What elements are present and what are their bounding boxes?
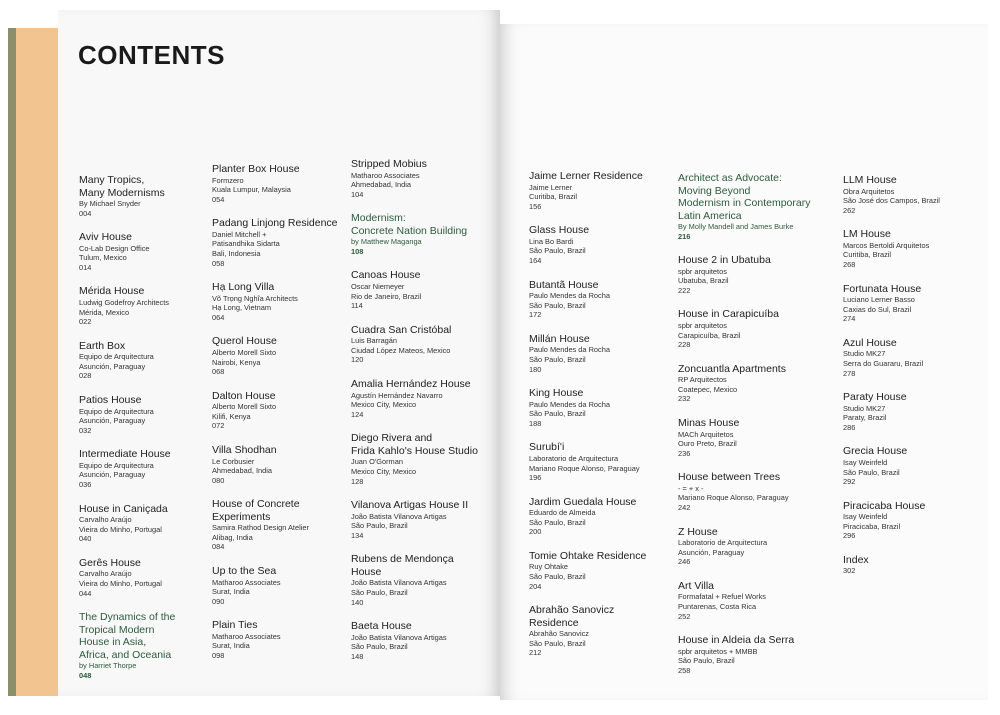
entry-title: Residence: [529, 616, 579, 629]
entry-page-number: 278: [843, 368, 856, 378]
entry-title: Canoas House: [351, 269, 421, 282]
entry-subtitle: Curitiba, Brazil: [843, 250, 892, 260]
toc-entry: [212, 498, 342, 552]
entry-page-number: 172: [529, 310, 542, 320]
toc-entry: [843, 337, 978, 378]
entry-subtitle: São Paulo, Brazil: [351, 587, 408, 597]
entry-title: Baeta House: [351, 620, 412, 633]
toc-entry: [351, 620, 486, 661]
entry-subtitle: Studio MK27: [843, 349, 886, 359]
entry-page-number: 104: [351, 189, 364, 199]
toc-entry: [843, 500, 978, 541]
toc-entry: [351, 432, 486, 486]
toc-entry: [79, 231, 204, 272]
entry-title: Aviv House: [79, 231, 132, 244]
entry-subtitle: Paulo Mendes da Rocha: [529, 291, 610, 301]
toc-entry: [351, 158, 486, 199]
entry-subtitle: Paulo Mendes da Rocha: [529, 399, 610, 409]
entry-subtitle: Le Corbusier: [212, 456, 255, 466]
toc-column-5: [678, 172, 833, 688]
entry-page-number: 064: [212, 312, 225, 322]
entry-subtitle: Võ Trọng Nghĩa Architects: [212, 293, 298, 303]
entry-title: Glass House: [529, 224, 590, 237]
entry-page-number: 114: [351, 301, 363, 311]
entry-page-number: 242: [678, 503, 691, 512]
entry-subtitle: Alberto Morell Sixto: [212, 347, 277, 357]
entry-page-number: 212: [529, 648, 542, 658]
entry-subtitle: Jaime Lerner: [529, 182, 573, 192]
entry-subtitle: MACh Arquitetos: [678, 429, 734, 439]
entry-subtitle: Nairobi, Kenya: [212, 357, 261, 367]
entry-page-number: 028: [79, 371, 92, 381]
entry-subtitle: Carvalho Araújo: [79, 515, 132, 525]
entry-title: Many Modernisms: [79, 186, 165, 199]
entry-title: Zoncuantla Apartments: [678, 362, 786, 375]
entry-page-number: 222: [678, 285, 691, 295]
entry-subtitle: São Paulo, Brazil: [843, 467, 900, 477]
entry-title: Diego Rivera and: [351, 432, 433, 445]
entry-title: Amalia Hernández House: [351, 378, 471, 391]
entry-page-number: 032: [79, 425, 92, 435]
entry-subtitle: Mexico City, Mexico: [351, 466, 417, 476]
entry-subtitle: Asunción, Paraguay: [678, 547, 745, 557]
entry-title: Africa, and Oceania: [79, 648, 172, 661]
entry-subtitle: João Batista Vilanova Artigas: [351, 511, 447, 521]
toc-entry: [843, 391, 978, 432]
toc-entry: [212, 390, 342, 431]
entry-subtitle: São Paulo, Brazil: [529, 572, 586, 582]
toc-entry: [212, 444, 342, 485]
entry-title: Vilanova Artigas House II: [351, 499, 469, 512]
toc-entry: [843, 445, 978, 486]
entry-page-number: 120: [351, 355, 364, 365]
entry-subtitle: São Paulo, Brazil: [678, 656, 735, 666]
entry-title: Tropical Modern: [79, 623, 155, 636]
entry-page-number: 014: [79, 262, 92, 272]
entry-title: Millán House: [529, 332, 590, 345]
entry-subtitle: Kuala Lumpur, Malaysia: [212, 185, 291, 195]
entry-subtitle: Ciudad López Mateos, Mexico: [351, 345, 451, 355]
toc-entry: [529, 387, 669, 428]
entry-page-number: 204: [529, 581, 542, 591]
entry-subtitle: spbr arquitetos: [678, 320, 727, 330]
entry-page-number: 098: [212, 651, 225, 661]
entry-page-number: 188: [529, 418, 542, 428]
entry-subtitle: Obra Arquitetos: [843, 186, 895, 196]
entry-page-number: 246: [678, 557, 691, 567]
toc-entry: [529, 496, 669, 537]
entry-page-number: 302: [843, 566, 856, 576]
entry-title: LLM House: [843, 174, 897, 186]
entry-title: Experiments: [212, 510, 271, 523]
toc-entry: [212, 163, 342, 204]
entry-page-number: 090: [212, 596, 225, 606]
toc-column-1: [79, 174, 204, 693]
entry-title: King House: [529, 387, 584, 400]
entry-page-number: 252: [678, 611, 691, 621]
entry-subtitle: - = + x -: [678, 483, 704, 493]
entry-subtitle: Matharoo Associates: [351, 170, 420, 180]
entry-subtitle: Eduardo de Almeida: [529, 508, 596, 518]
entry-page-number: 058: [212, 258, 225, 268]
entry-title: Earth Box: [79, 339, 126, 352]
entry-subtitle: Lina Bo Bardi: [529, 236, 574, 246]
toc-column-3: [351, 158, 486, 674]
entry-title: LM House: [843, 228, 891, 241]
entry-subtitle: Tulum, Mexico: [79, 253, 127, 263]
page-title: CONTENTS: [78, 40, 225, 70]
entry-subtitle: Coatepec, Mexico: [678, 384, 738, 394]
entry-subtitle: Abrahão Sanovicz: [529, 629, 589, 639]
toc-entry: [351, 378, 486, 419]
book-cover-edge: [16, 28, 64, 696]
entry-subtitle: Asunción, Paraguay: [79, 361, 146, 371]
entry-page-number: 200: [529, 527, 542, 537]
entry-subtitle: Paraty, Brazil: [843, 413, 887, 423]
toc-entry: [678, 254, 833, 295]
toc-column-2: [212, 163, 342, 674]
toc-entry: [79, 394, 204, 435]
entry-page-number: 048: [79, 670, 92, 680]
toc-entry: [529, 224, 669, 265]
toc-entry: [843, 554, 978, 576]
entry-subtitle: Kilifi, Kenya: [212, 411, 251, 421]
entry-title: House in Caniçada: [79, 502, 168, 515]
entry-title: Paraty House: [843, 391, 907, 404]
toc-entry: [79, 503, 204, 544]
toc-entry: [212, 565, 342, 606]
toc-entry: [351, 499, 486, 540]
entry-title: The Dynamics of the: [79, 611, 176, 624]
entry-subtitle: Piracicaba, Brazil: [843, 521, 901, 531]
entry-title: House of Concrete: [212, 498, 300, 511]
entry-page-number: 196: [529, 473, 542, 483]
entry-subtitle: Isay Weinfeld: [843, 512, 888, 522]
entry-subtitle: Ouro Preto, Brazil: [678, 439, 737, 449]
entry-title: Art Villa: [678, 579, 714, 592]
entry-title: Z House: [678, 525, 718, 538]
entry-subtitle: Vieira do Minho, Portugal: [79, 578, 162, 588]
entry-title: Hạ Long Villa: [212, 281, 275, 294]
entry-title: Fortunata House: [843, 282, 922, 295]
entry-page-number: 296: [843, 531, 856, 541]
entry-title: Rubens de Mendonça: [351, 553, 454, 566]
entry-subtitle: Matharoo Associates: [212, 631, 281, 641]
entry-subtitle: Mexico City, Mexico: [351, 400, 417, 410]
entry-title: Padang Linjong Residence: [212, 217, 338, 230]
entry-title: Planter Box House: [212, 163, 300, 175]
entry-title: Patios House: [79, 394, 142, 407]
toc-entry: [351, 553, 486, 607]
entry-title: Piracicaba House: [843, 499, 926, 512]
entry-page-number: 022: [79, 317, 92, 327]
entry-page-number: 128: [351, 476, 364, 486]
entry-title: Butantã House: [529, 278, 599, 291]
toc-entry: [212, 281, 342, 322]
entry-subtitle: Juan O'Gorman: [351, 457, 403, 467]
entry-page-number: 262: [843, 205, 856, 215]
toc-column-6: [843, 174, 978, 589]
entry-subtitle: Ahmedabad, India: [212, 466, 272, 476]
entry-subtitle: Studio MK27: [843, 403, 886, 413]
entry-page-number: 164: [529, 255, 542, 265]
entry-subtitle: Ubatuba, Brazil: [678, 276, 729, 286]
entry-subtitle: by Harriet Thorpe: [79, 661, 137, 671]
toc-entry: [843, 228, 978, 269]
entry-title: Index: [843, 553, 869, 566]
entry-subtitle: Luis Barragán: [351, 336, 398, 346]
entry-page-number: 274: [843, 314, 856, 324]
entry-page-number: 054: [212, 194, 225, 204]
entry-subtitle: João Batista Vilanova Artigas: [351, 578, 447, 588]
entry-subtitle: Paulo Mendes da Rocha: [529, 345, 610, 355]
entry-subtitle: Formafatal + Refuel Works: [678, 592, 766, 602]
toc-entry: [212, 335, 342, 376]
entry-page-number: 232: [678, 394, 691, 404]
entry-page-number: 044: [79, 588, 92, 598]
entry-subtitle: By Michael Snyder: [79, 199, 141, 208]
entry-title: Many Tropics,: [79, 174, 145, 186]
toc-entry: [79, 340, 204, 381]
entry-subtitle: São José dos Campos, Brazil: [843, 196, 940, 206]
toc-entry: [529, 441, 669, 482]
entry-page-number: 134: [351, 530, 364, 540]
entry-subtitle: São Paulo, Brazil: [529, 409, 586, 419]
entry-subtitle: Luciano Lerner Basso: [843, 295, 915, 305]
entry-page-number: 180: [529, 364, 542, 374]
entry-page-number: 004: [79, 208, 92, 218]
toc-essay-entry: [351, 212, 486, 256]
toc-entry: [212, 217, 342, 268]
entry-title: Querol House: [212, 335, 277, 348]
entry-subtitle: Mariano Roque Alonso, Paraguay: [678, 493, 789, 503]
entry-title: Frida Kahlo's House Studio: [351, 444, 478, 457]
entry-title: Architect as Advocate:: [678, 172, 782, 184]
entry-subtitle: Puntarenas, Costa Rica: [678, 601, 757, 611]
entry-subtitle: São Paulo, Brazil: [529, 300, 586, 310]
entry-subtitle: by Matthew Maganga: [351, 237, 422, 247]
entry-title: House in Carapicuíba: [678, 308, 779, 321]
entry-subtitle: Marcos Bertoldi Arquitetos: [843, 240, 930, 250]
entry-subtitle: Samira Rathod Design Atelier: [212, 523, 309, 533]
entry-subtitle: Daniel Mitchell +: [212, 229, 267, 239]
toc-entry: [678, 580, 833, 621]
entry-subtitle: São Paulo, Brazil: [529, 354, 586, 364]
toc-entry: [79, 174, 204, 218]
entry-subtitle: Bali, Indonesia: [212, 248, 261, 258]
entry-page-number: 124: [351, 409, 364, 419]
toc-entry: [79, 557, 204, 598]
entry-subtitle: Surat, India: [212, 587, 250, 597]
entry-page-number: 156: [529, 201, 542, 211]
entry-subtitle: Curitiba, Brazil: [529, 192, 578, 202]
entry-title: Modernism:: [351, 212, 406, 225]
entry-page-number: 216: [678, 231, 691, 241]
entry-page-number: 068: [212, 367, 225, 377]
entry-title: Surubí'i: [529, 441, 565, 454]
entry-page-number: 140: [351, 597, 364, 607]
entry-subtitle: Oscar Niemeyer: [351, 281, 405, 291]
entry-subtitle: Ahmedabad, India: [351, 180, 411, 190]
toc-entry: [678, 417, 833, 458]
entry-page-number: 072: [212, 421, 225, 431]
toc-entry: [678, 363, 833, 404]
toc-entry: [351, 324, 486, 365]
entry-page-number: 108: [351, 246, 364, 256]
entry-title: House between Trees: [678, 471, 781, 484]
entry-subtitle: São Paulo, Brazil: [351, 642, 408, 652]
entry-page-number: 148: [351, 651, 364, 661]
entry-subtitle: RP Arquitectos: [678, 375, 727, 385]
entry-subtitle: Alibag, India: [212, 532, 253, 542]
entry-title: Modernism in Contemporary: [678, 197, 811, 209]
entry-subtitle: Asunción, Paraguay: [79, 416, 146, 426]
entry-subtitle: Asunción, Paraguay: [79, 470, 146, 480]
entry-subtitle: spbr arquitetos + MMBB: [678, 646, 758, 656]
toc-entry: [678, 634, 833, 675]
entry-subtitle: Caxias do Sul, Brazil: [843, 304, 912, 314]
toc-entry: [212, 619, 342, 660]
toc-entry: [678, 526, 833, 567]
entry-subtitle: Alberto Morell Sixto: [212, 402, 277, 412]
entry-title: Abrahão Sanovicz: [529, 604, 615, 617]
entry-title: Villa Shodhan: [212, 444, 277, 456]
entry-title: House in Asia,: [79, 636, 147, 649]
entry-subtitle: Equipo de Arquitectura: [79, 460, 154, 470]
entry-subtitle: Ludwig Godefroy Architects: [79, 297, 169, 307]
entry-page-number: 036: [79, 480, 92, 489]
entry-subtitle: Co-Lab Design Office: [79, 243, 150, 253]
entry-page-number: 286: [843, 422, 856, 432]
toc-entry: [843, 283, 978, 324]
entry-subtitle: Equipo de Arquitectura: [79, 352, 154, 362]
entry-subtitle: Carvalho Araújo: [79, 569, 132, 579]
entry-subtitle: São Paulo, Brazil: [529, 246, 586, 256]
entry-title: Mérida House: [79, 285, 145, 298]
toc-entry: [678, 471, 833, 512]
entry-subtitle: Formzero: [212, 175, 244, 185]
entry-title: Stripped Mobius: [351, 158, 427, 170]
toc-entry: [678, 308, 833, 349]
entry-subtitle: Serra do Guararu, Brazil: [843, 358, 924, 368]
entry-subtitle: Carapicuíba, Brazil: [678, 330, 741, 340]
entry-title: Cuadra San Cristóbal: [351, 323, 452, 336]
toc-entry: [843, 174, 978, 215]
entry-subtitle: Mariano Roque Alonso, Paraguay: [529, 463, 640, 473]
entry-subtitle: São Paulo, Brazil: [529, 517, 586, 527]
entry-subtitle: Hạ Long, Vietnam: [212, 303, 272, 313]
toc-column-4: [529, 170, 669, 671]
entry-subtitle: Mérida, Mexico: [79, 307, 130, 317]
entry-title: Dalton House: [212, 389, 276, 402]
entry-subtitle: São Paulo, Brazil: [351, 521, 408, 531]
entry-page-number: 236: [678, 448, 691, 458]
entry-subtitle: São Paulo, Brazil: [529, 638, 586, 648]
entry-subtitle: Rio de Janeiro, Brazil: [351, 291, 422, 301]
entry-page-number: 040: [79, 534, 92, 544]
entry-subtitle: Laboratorio de Arquitectura: [529, 453, 619, 463]
entry-subtitle: Isay Weinfeld: [843, 457, 888, 467]
entry-subtitle: By Molly Mandell and James Burke: [678, 222, 794, 231]
entry-subtitle: Vieira do Minho, Portugal: [79, 524, 162, 534]
toc-entry: [351, 269, 486, 310]
entry-subtitle: Patisandhika Sidarta: [212, 239, 280, 249]
entry-title: Concrete Nation Building: [351, 224, 468, 237]
entry-subtitle: Agustín Hernández Navarro: [351, 390, 443, 400]
entry-title: Tomie Ohtake Residence: [529, 549, 647, 562]
entry-title: House in Aldeia da Serra: [678, 634, 795, 647]
entry-title: Jardim Guedala House: [529, 495, 637, 508]
entry-title: Moving Beyond: [678, 184, 751, 197]
entry-title: House 2 in Ubatuba: [678, 254, 771, 267]
entry-title: Latin America: [678, 209, 742, 222]
toc-entry: [529, 333, 669, 374]
toc-entry: [79, 448, 204, 489]
toc-essay-entry: [678, 172, 833, 241]
toc-essay-entry: [79, 611, 204, 680]
toc-entry: [529, 604, 669, 658]
entry-title: Azul House: [843, 336, 897, 349]
entry-page-number: 292: [843, 477, 856, 487]
entry-title: Up to the Sea: [212, 565, 277, 578]
entry-page-number: 228: [678, 340, 691, 350]
entry-subtitle: Ruy Ohtake: [529, 562, 569, 572]
entry-page-number: 258: [678, 665, 691, 675]
entry-title: Gerês House: [79, 556, 141, 569]
toc-entry: [529, 279, 669, 320]
toc-entry: [529, 170, 669, 211]
entry-title: Grecia House: [843, 445, 908, 458]
entry-subtitle: João Batista Vilanova Artigas: [351, 632, 447, 642]
entry-page-number: 084: [212, 542, 225, 552]
entry-subtitle: Equipo de Arquitectura: [79, 406, 154, 416]
entry-page-number: 268: [843, 259, 856, 269]
entry-title: Jaime Lerner Residence: [529, 170, 643, 182]
entry-subtitle: Surat, India: [212, 641, 250, 651]
entry-title: Plain Ties: [212, 619, 258, 632]
entry-page-number: 080: [212, 475, 225, 485]
toc-entry: [79, 285, 204, 326]
toc-entry: [529, 550, 669, 591]
entry-title: House: [351, 565, 382, 578]
entry-subtitle: Matharoo Associates: [212, 577, 281, 587]
entry-title: Intermediate House: [79, 448, 171, 461]
entry-subtitle: spbr arquitetos: [678, 266, 727, 276]
entry-title: Minas House: [678, 417, 740, 430]
entry-subtitle: Laboratorio de Arquitectura: [678, 538, 768, 548]
